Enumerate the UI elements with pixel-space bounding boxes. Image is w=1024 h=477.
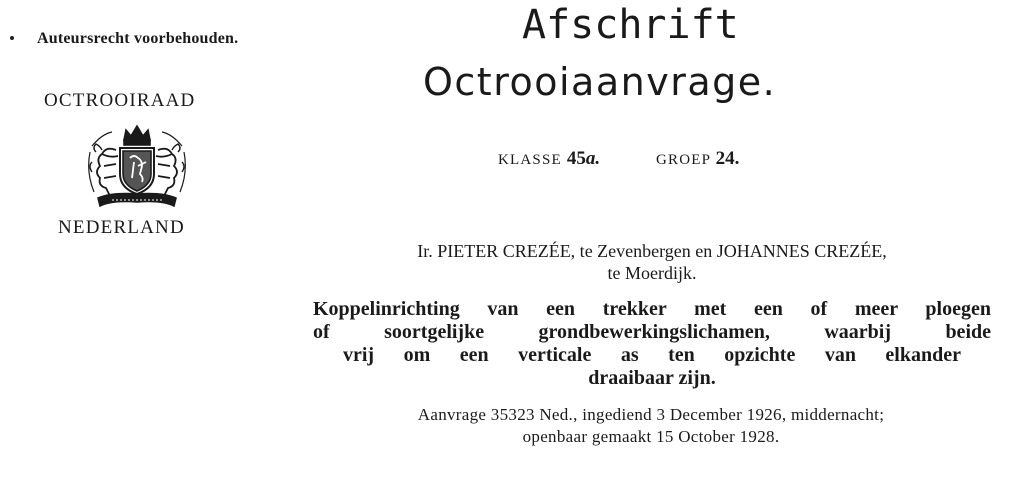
filing-line: Aanvrage 35323 Ned., ingediend 3 December 1926, middernacht;	[417, 405, 885, 424]
klasse-letter: a.	[585, 148, 601, 169]
dutch-coat-of-arms-icon	[82, 122, 192, 214]
bullet-mark	[10, 36, 14, 40]
invention-title-line: Koppelinrichting van een trekker met een of meer ploegen	[313, 298, 991, 320]
groep-label: GROEP	[655, 152, 711, 168]
authority-name: OCTROOIRAAD	[44, 90, 196, 111]
groep-number: 24.	[715, 148, 740, 169]
document-title: Afschrift	[522, 2, 739, 48]
klasse-label: KLASSE	[498, 152, 562, 168]
klasse-number-digits: 45	[566, 148, 586, 169]
invention-title-line: draaibaar zijn.	[588, 367, 716, 389]
classification-line	[498, 148, 739, 170]
document-subtitle: Octrooiaanvrage.	[423, 60, 777, 104]
applicants-line: te Moerdijk.	[607, 263, 697, 283]
filing-line: openbaar gemaakt 15 October 1928.	[522, 427, 780, 446]
copyright-notice: Auteursrecht voorbehouden.	[37, 30, 239, 47]
invention-title	[313, 298, 991, 390]
applicants-block	[314, 240, 990, 284]
authority-country: NEDERLAND	[58, 217, 185, 238]
invention-title-line: vrij om een verticale as ten opzichte van elkander	[343, 344, 961, 366]
klasse-number	[567, 148, 600, 169]
applicants-line: Ir. PIETER CREZÉE, te Zevenbergen en JOHANNES CREZÉE,	[417, 241, 887, 261]
invention-title-line: of soortgelijke grondbewerkingslichamen, waarbij beide	[313, 321, 991, 343]
filing-details	[310, 404, 992, 448]
